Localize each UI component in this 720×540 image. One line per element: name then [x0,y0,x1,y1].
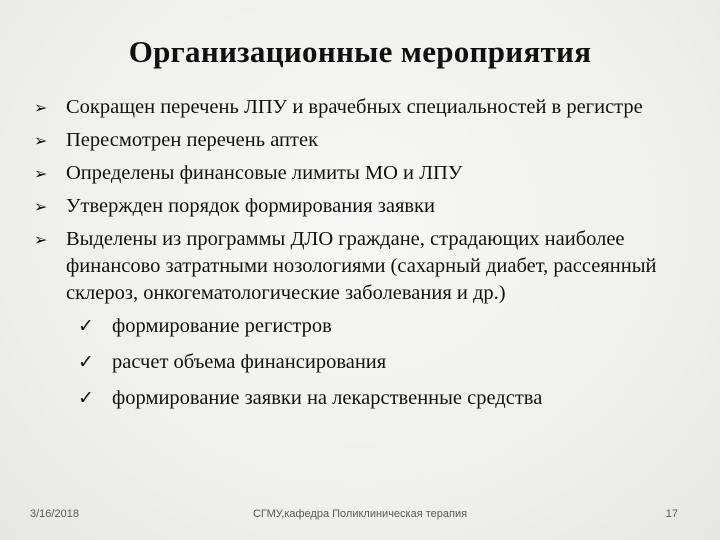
sub-list-item [34,313,674,340]
sub-list-item [34,349,674,376]
arrow-bullet-icon: ➢ [34,98,48,117]
checkmark-icon: ✓ [78,387,94,409]
list-item-text: Определены финансовые лимиты МО и ЛПУ [66,162,463,184]
footer-date: 3/16/2018 [30,508,79,520]
sub-list-item-text: расчет объема финансирования [112,351,387,373]
arrow-bullet-icon: ➢ [34,164,48,183]
checkmark-icon: ✓ [78,315,94,337]
list-item [34,94,674,121]
list-item [34,127,674,154]
arrow-bullet-icon: ➢ [34,197,48,216]
footer-text: СГМУ,кафедра Поликлиническая терапия [252,508,468,520]
sub-list-item [34,385,674,412]
list-item-text: Выделены из программы ДЛО граждане, страдающих наиболее финансово затратными нозологиями (сахарный диабет, рассеянный склероз, онкогематологические заболевания и др.) [66,228,657,304]
arrow-bullet-icon: ➢ [34,131,48,150]
list-item-text: Сокращен перечень ЛПУ и врачебных специальностей в регистре [66,96,643,118]
page-number: 17 [665,508,678,520]
list-item-text: Пересмотрен перечень аптек [66,129,319,151]
slide-title: Организационные мероприятия [128,34,592,69]
checkmark-icon: ✓ [78,351,94,373]
list-item [34,193,674,220]
sub-list-item-text: формирование заявки на лекарственные средства [112,387,543,409]
list-item [34,226,674,307]
bullet-list [34,94,674,421]
list-item [34,160,674,187]
arrow-bullet-icon: ➢ [34,230,48,249]
list-item-text: Утвержден порядок формирования заявки [66,195,435,217]
sub-list-item-text: формирование регистров [112,315,332,337]
